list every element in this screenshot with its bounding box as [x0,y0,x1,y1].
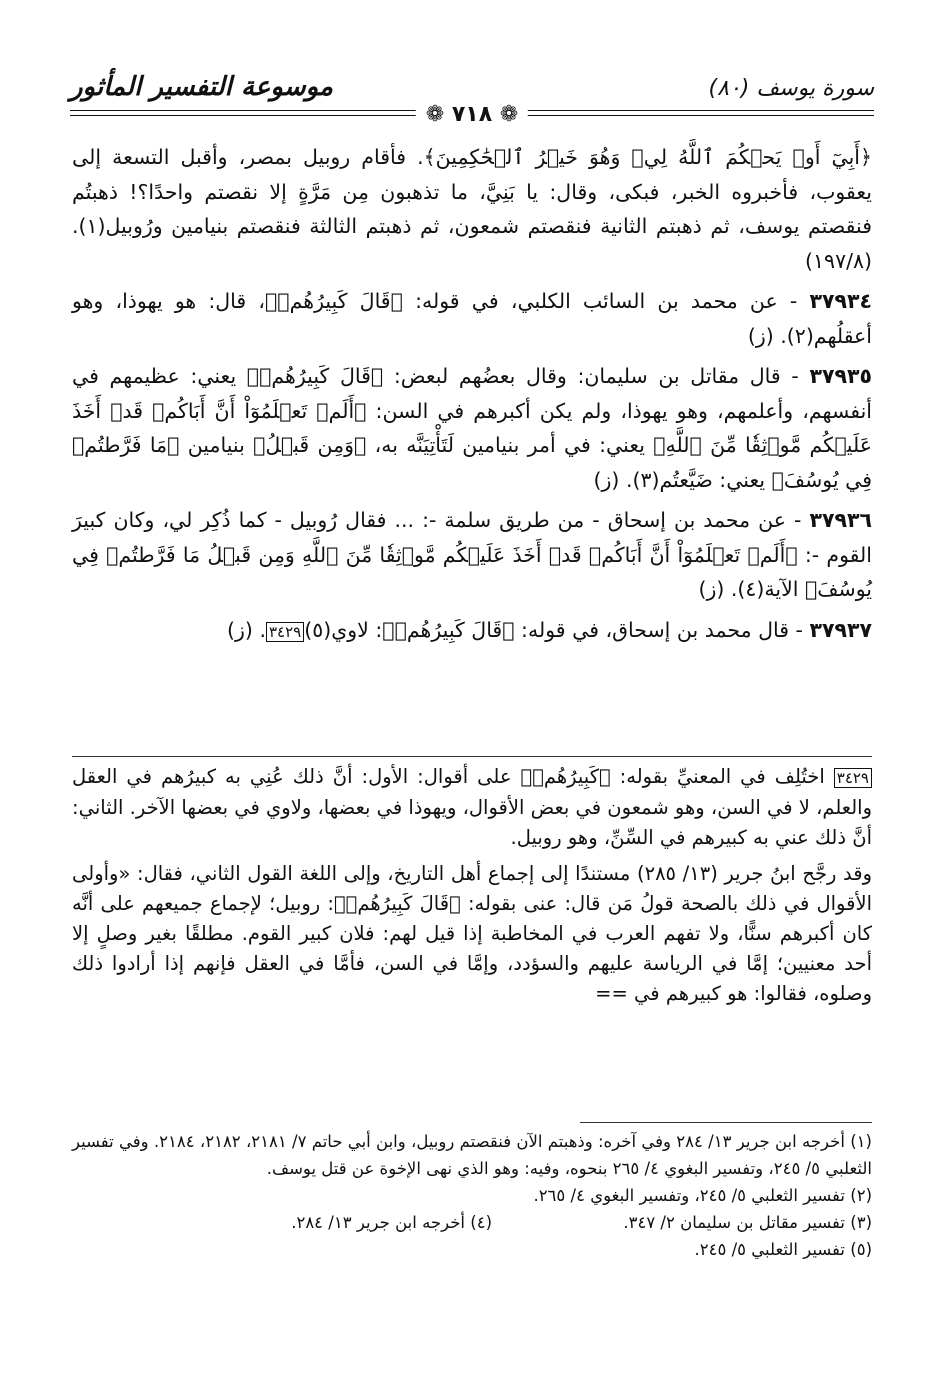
footnote-separator [580,1122,872,1123]
commentary-separator [72,756,872,757]
commentary-section [72,762,872,1015]
commentary-ref-box: ٣٤٢٩ [266,622,304,642]
narration-37935: ٣٧٩٣٥ - قال مقاتل بن سليمان: وقال بعضُهم لبعض: ﴿قَالَ كَبِيرُهُمۡ﴾ يعني: عظيمهم في أنفسهم، وأعلمهم، وهو يهوذا، ولم يكن أكبرهم في السن: ﴿أَلَمۡ تَعۡلَمُوٓاْ أَنَّ أَبَاكُمۡ قَدۡ أَخَذَ عَلَيۡكُم مَّوۡثِقٗا مِّنَ ٱللَّهِ﴾ يعني: في أمر بنيامين لَتَأْتِيَنَّه به، ﴿وَمِن قَبۡلُ﴾ بنيامين ﴿مَا فَرَّطتُمۡ فِي يُوسُفَ﴾ يعني: ضَيَّعتُم(٣). (ز) [72,364,872,492]
narration-37934: ٣٧٩٣٤ - عن محمد بن السائب الكلبي، في قوله: ﴿قَالَ كَبِيرُهُمۡ﴾، قال: هو يهوذا، وهو أعقلُهم(٢). (ز) [72,289,872,348]
footnote-4: (٤) أخرجه ابن جرير ١٣/ ٢٨٤. [291,1213,492,1232]
page-number: ❁ ٧١٨ ❁ [416,102,528,127]
page-header [70,72,874,132]
verse-number: (٨٠) [708,76,750,101]
narration-37936: ٣٧٩٣٦ - عن محمد بن إسحاق - من طريق سلمة -: ... فقال رُوبيل - كما ذُكِر لي، وكان كبيرَ القوم -: ﴿أَلَمۡ تَعۡلَمُوٓاْ أَنَّ أَبَاكُمۡ قَدۡ أَخَذَ عَلَيۡكُم مَّوۡثِقٗا مِّنَ ٱللَّهِ وَمِن قَبۡلُ مَا فَرَّطتُمۡ فِي يُوسُفَ﴾ الآية(٤). (ز) [72,508,872,601]
commentary-paragraph: ٣٤٢٩ اختُلِف في المعنيِّ بقوله: ﴿كَبِيرُهُمۡ﴾ على أقوال: الأول: أنَّ ذلك عُنِي به كبيرُهم في العقل والعلم، لا في السن، وهو شمعون في بعض الأقوال، ويهوذا في بعضها، ولاوي في بعضها الآخر. الثاني: أنَّ ذلك عني به كبيرهم في السِّنِّ، وهو روبيل. [72,765,872,849]
footnote-1: (١) أخرجه ابن جرير ١٣/ ٢٨٤ وفي آخره: وذهبتم الآن فنقصتم روبيل، وابن أبي حاتم ٧/ ٢١٨١، ٢١٨٢، ٢١٨٤. وفي تفسير الثعلبي ٥/ ٢٤٥، وتفسير البغوي ٤/ ٢٦٥ بنحوه، وفيه: وهو الذي نهى الإخوة عن قتل يوسف. [72,1132,872,1178]
commentary-paragraph: وقد رجَّح ابنُ جرير (١٣/ ٢٨٥) مستندًا إلى إجماع أهل التاريخ، وإلى اللغة القول الثاني، فقال: «وأولى الأقوال في ذلك بالصحة قولُ مَن قال: عنى بقوله: ﴿قَالَ كَبِيرُهُمۡ﴾: روبيل؛ لإجماع جميعهم على أنَّه كان أكبرهم سنًّا، ولا تفهم العرب في المخاطبة إذا قيل لهم: فلان كبير القوم. مطلقًا بغير وصلٍ إلا أحد معنيين؛ إمَّا في الرياسة عليهم والسؤدد، وإمَّا في السن، فأمَّا في العقل فإنهم إذا أرادوا ذلك وصلوه، فقالوا: هو كبيرهم في == [72,862,873,1005]
footnote-5: (٥) تفسير الثعلبي ٥/ ٢٤٥. [694,1240,872,1259]
surah-label: سورة يوسف [756,76,874,101]
footnote-2: (٢) تفسير الثعلبي ٥/ ٢٤٥، وتفسير البغوي ٤/ ٢٦٥. [533,1186,872,1205]
narration-37937: ٣٧٩٣٧ - قال محمد بن إسحاق، في قوله: ﴿قَالَ كَبِيرُهُمۡ﴾: لاوي(٥)٣٤٢٩. (ز) [227,617,872,642]
footnote-row [72,1209,872,1236]
main-text [72,140,872,655]
footnotes [72,1128,872,1263]
paragraph-continuation: ﴿أَبِيٓ أَوۡ يَحۡكُمَ ٱللَّهُ لِيۖ وَهُوَ خَيۡرُ ٱلۡحَٰكِمِينَ﴾. فأقام روبيل بمصر، وأقبل التسعة إلى يعقوب، فأخبروه الخبر، فبكى، وقال: يا بَنِيَّ، ما تذهبون مِن مَرَّةٍ إلا نقصتم واحدًا؟! ذهبتُم فنقصتم يوسف، ثم ذهبتم الثانية فنقصتم شمعون، ثم ذهبتم الثالثة فنقصتم بنيامين ورُوبيل(١). (١٩٧/٨) [72,145,872,273]
surah-header [709,76,874,101]
book-title: موسوعة التفسير المأثور [70,72,333,102]
commentary-box: ٣٤٢٩ [834,768,872,788]
footnote-3: (٣) تفسير مقاتل بن سليمان ٢/ ٣٤٧. [623,1213,872,1232]
